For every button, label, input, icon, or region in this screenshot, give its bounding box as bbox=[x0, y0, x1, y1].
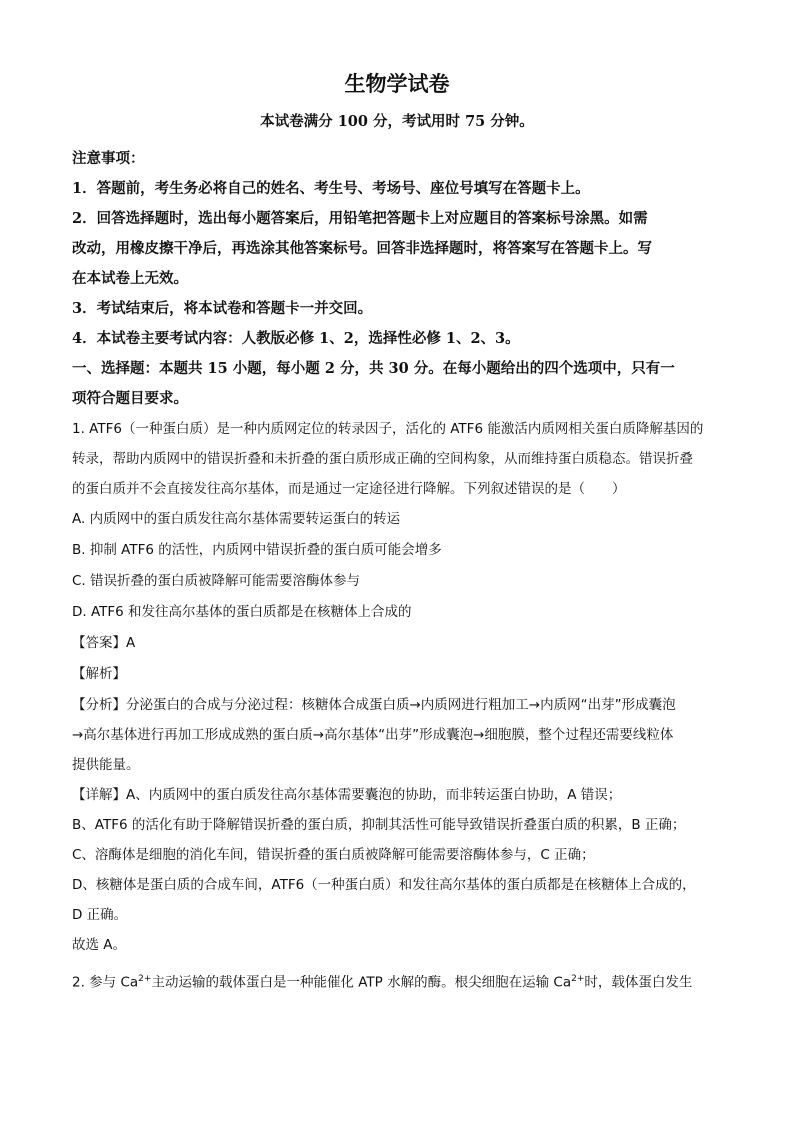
xiangjie-line-5: D 正确。 bbox=[72, 907, 128, 923]
notice-item-4: 4．本试卷主要考试内容：人教版必修 1、2，选择性必修 1、2、3。 bbox=[72, 330, 520, 347]
analysis-label: 【解析】 bbox=[72, 666, 126, 682]
xiangjie-line-1: 【详解】A、内质网中的蛋白质发往高尔基体需要囊泡的协助，而非转运蛋白协助，A 错误； bbox=[72, 787, 622, 803]
question-1-option-a: A. 内质网中的蛋白质发往高尔基体需要转运蛋白的转运 bbox=[72, 511, 401, 527]
question-2-stem-line-1 bbox=[72, 964, 722, 998]
page-title: 生物学试卷 bbox=[344, 71, 450, 96]
fenxi-line-2: →高尔基体进行再加工形成成熟的蛋白质→高尔基体“出芽”形成囊泡→细胞膜，整个过程还需要线粒体 bbox=[72, 727, 674, 743]
question-1-stem-line-2: 转录，帮助内质网中的错误折叠和未折叠的蛋白质形成正确的空间构象，从而维持蛋白质稳态。错误折叠 bbox=[72, 451, 693, 467]
question-2-text-part-1: 2. 参与 Ca bbox=[72, 974, 139, 991]
question-2-text-part-3: 时，载体蛋白发生 bbox=[584, 974, 693, 991]
question-1-option-b: B. 抑制 ATF6 的活性，内质网中错误折叠的蛋白质可能会增多 bbox=[72, 542, 442, 558]
xiangjie-line-3: C、溶酶体是细胞的消化车间，错误折叠的蛋白质被降解可能需要溶酶体参与，C 正确； bbox=[72, 847, 595, 863]
fenxi-line-3: 提供能量。 bbox=[72, 757, 140, 773]
notice-item-1: 1．答题前，考生务必将自己的姓名、考生号、考场号、座位号填写在答题卡上。 bbox=[72, 180, 590, 197]
notice-heading: 注意事项： bbox=[72, 150, 145, 167]
question-1-option-d: D. ATF6 和发往高尔基体的蛋白质都是在核糖体上合成的 bbox=[72, 604, 412, 620]
notice-item-3: 3．考试结束后，将本试卷和答题卡一并交回。 bbox=[72, 300, 373, 317]
fenxi-line-1: 【分析】分泌蛋白的合成与分泌过程：核糖体合成蛋白质→内质网进行粗加工→内质网“出芽”形成囊泡 bbox=[72, 697, 676, 713]
calcium-charge-superscript-1: 2+ bbox=[138, 974, 152, 984]
section-heading-line-2: 项符合题目要求。 bbox=[72, 390, 188, 407]
exam-page bbox=[72, 70, 722, 998]
xiangjie-line-4: D、核糖体是蛋白质的合成车间，ATF6（一种蛋白质）和发往高尔基体的蛋白质都是在核糖体上合成的， bbox=[72, 877, 696, 893]
xiangjie-line-2: B、ATF6 的活化有助于降解错误折叠的蛋白质，抑制其活性可能导致错误折叠蛋白质的积累，B 正确； bbox=[72, 817, 686, 833]
section-heading-line-1: 一、选择题：本题共 15 小题，每小题 2 分，共 30 分。在每小题给出的四个选项中，只有一 bbox=[72, 360, 675, 377]
question-1-stem-line-3: 的蛋白质并不会直接发往高尔基体，而是通过一定途径进行降解。下列叙述错误的是（ ） bbox=[72, 481, 626, 497]
calcium-charge-superscript-2: 2+ bbox=[571, 974, 585, 984]
notice-item-2-line-1: 2．回答选择题时，选出每小题答案后，用铅笔把答题卡上对应题目的答案标号涂黑。如需 bbox=[72, 210, 648, 227]
notice-item-2-line-3: 在本试卷上无效。 bbox=[72, 270, 188, 287]
question-2-text-part-2: 主动运输的载体蛋白是一种能催化 ATP 水解的酶。根尖细胞在运输 Ca bbox=[151, 974, 572, 991]
page-subtitle: 本试卷满分 100 分，考试用时 75 分钟。 bbox=[260, 113, 534, 130]
answer-label: 【答案】A bbox=[72, 635, 136, 651]
notice-item-2-line-2: 改动，用橡皮擦干净后，再选涂其他答案标号。回答非选择题时，将答案写在答题卡上。写 bbox=[72, 240, 652, 257]
question-1-option-c: C. 错误折叠的蛋白质被降解可能需要溶酶体参与 bbox=[72, 573, 361, 589]
conclusion: 故选 A。 bbox=[72, 937, 127, 953]
question-1-stem-line-1: 1. ATF6（一种蛋白质）是一种内质网定位的转录因子，活化的 ATF6 能激活内质网相关蛋白质降解基因的 bbox=[72, 421, 704, 437]
